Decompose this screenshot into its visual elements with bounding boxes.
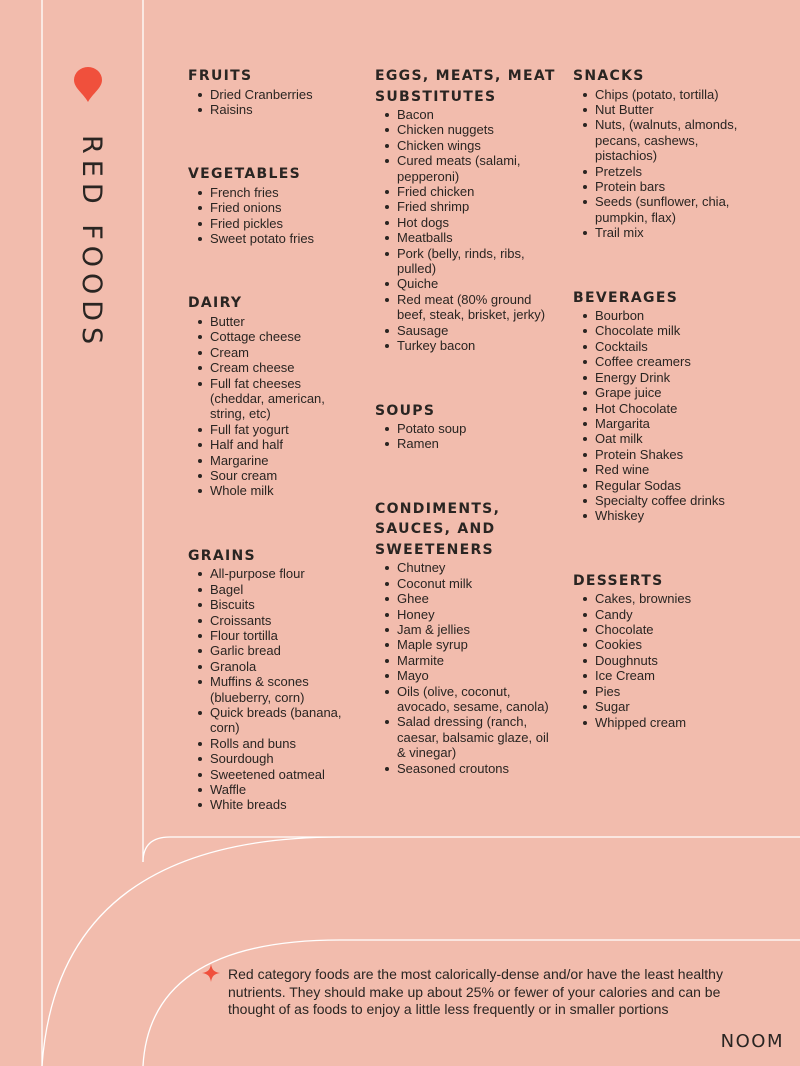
list-item: Sweet potato fries xyxy=(188,231,358,246)
list-item: White breads xyxy=(188,797,358,812)
list-item: Ramen xyxy=(375,436,560,451)
list-item: Nut Butter xyxy=(573,102,753,117)
page-title: RED FOODS xyxy=(76,135,107,351)
list-item: Chicken wings xyxy=(375,138,560,153)
food-section xyxy=(573,66,753,241)
list-item: Fried pickles xyxy=(188,216,358,231)
list-item: Hot dogs xyxy=(375,215,560,230)
list-item: Full fat yogurt xyxy=(188,422,358,437)
list-item: Energy Drink xyxy=(573,370,753,385)
list-item: Seeds (sunflower, chia, pumpkin, flax) xyxy=(573,194,753,225)
list-item: Sugar xyxy=(573,699,753,714)
section-heading: FRUITS xyxy=(188,68,253,84)
list-item: Quiche xyxy=(375,276,560,291)
list-item: Margarine xyxy=(188,453,358,468)
list-item: Jam & jellies xyxy=(375,622,560,637)
food-list xyxy=(375,560,560,776)
list-item: Mayo xyxy=(375,668,560,683)
list-item: Biscuits xyxy=(188,597,358,612)
column-1 xyxy=(188,66,358,813)
food-section xyxy=(188,164,358,246)
list-item: Whipped cream xyxy=(573,715,753,730)
list-item: Pies xyxy=(573,684,753,699)
column-2 xyxy=(375,66,560,776)
list-item: Red wine xyxy=(573,462,753,477)
list-item: Cured meats (salami, pepperoni) xyxy=(375,153,560,184)
list-item: Red meat (80% ground beef, steak, brisket, jerky) xyxy=(375,292,560,323)
list-item: Quick breads (banana, corn) xyxy=(188,705,358,736)
list-item: Candy xyxy=(573,607,753,622)
food-list xyxy=(188,87,358,118)
list-item: Cream xyxy=(188,345,358,360)
list-item: Fried chicken xyxy=(375,184,560,199)
section-heading: DESSERTS xyxy=(573,572,664,589)
list-item: Turkey bacon xyxy=(375,338,560,353)
list-item: Butter xyxy=(188,314,358,329)
food-list xyxy=(573,87,753,241)
list-item: Protein Shakes xyxy=(573,447,753,462)
food-list xyxy=(573,308,753,524)
list-item: Whole milk xyxy=(188,483,358,498)
section-heading: SNACKS xyxy=(573,68,645,84)
list-item: Honey xyxy=(375,607,560,622)
list-item: Half and half xyxy=(188,437,358,452)
list-item: Sweetened oatmeal xyxy=(188,767,358,782)
list-item: Protein bars xyxy=(573,179,753,194)
section-heading: VEGETABLES xyxy=(188,166,301,183)
list-item: Margarita xyxy=(573,416,753,431)
list-item: Ghee xyxy=(375,591,560,606)
list-item: Cookies xyxy=(573,637,753,652)
section-heading: EGGS, MEATS, MEAT SUBSTITUTES xyxy=(375,68,556,105)
list-item: Hot Chocolate xyxy=(573,401,753,416)
food-section xyxy=(188,66,358,117)
list-item: Seasoned croutons xyxy=(375,761,560,776)
list-item: Fried onions xyxy=(188,200,358,215)
section-heading: GRAINS xyxy=(188,547,256,564)
list-item: Garlic bread xyxy=(188,643,358,658)
food-section xyxy=(573,571,753,730)
list-item: All-purpose flour xyxy=(188,566,358,581)
list-item: Cream cheese xyxy=(188,360,358,375)
list-item: Grape juice xyxy=(573,385,753,400)
list-item: Specialty coffee drinks xyxy=(573,493,753,508)
brand-logo: NOOM xyxy=(720,1031,784,1052)
section-heading: DAIRY xyxy=(188,295,243,312)
food-section xyxy=(188,293,358,498)
list-item: Sourdough xyxy=(188,751,358,766)
footer-note: Red category foods are the most calorically-dense and/or have the least healthy nutrients. They should make up about 25% or fewer of your calories and can be thought of as foods to enjoy a little less frequently or in smaller portions xyxy=(228,966,723,1017)
food-list xyxy=(375,421,560,452)
list-item: Doughnuts xyxy=(573,653,753,668)
list-item: Cottage cheese xyxy=(188,329,358,344)
list-item: Muffins & scones (blueberry, corn) xyxy=(188,674,358,705)
list-item: Ice Cream xyxy=(573,668,753,683)
list-item: Cakes, brownies xyxy=(573,591,753,606)
food-list xyxy=(375,107,560,354)
list-item: Regular Sodas xyxy=(573,478,753,493)
food-list xyxy=(188,185,358,247)
food-section xyxy=(573,288,753,524)
list-item: Flour tortilla xyxy=(188,628,358,643)
food-section xyxy=(375,499,560,776)
list-item: Whiskey xyxy=(573,508,753,523)
list-item: Fried shrimp xyxy=(375,199,560,214)
list-item: Chips (potato, tortilla) xyxy=(573,87,753,102)
section-heading: SOUPS xyxy=(375,402,436,419)
list-item: Chutney xyxy=(375,560,560,575)
list-item: Chocolate milk xyxy=(573,323,753,338)
list-item: Maple syrup xyxy=(375,637,560,652)
list-item: Meatballs xyxy=(375,230,560,245)
list-item: Marmite xyxy=(375,653,560,668)
food-list xyxy=(188,314,358,499)
column-3 xyxy=(573,66,753,730)
list-item: Sausage xyxy=(375,323,560,338)
list-item: Pretzels xyxy=(573,164,753,179)
list-item: Oat milk xyxy=(573,431,753,446)
list-item: French fries xyxy=(188,185,358,200)
list-item: Sour cream xyxy=(188,468,358,483)
list-item: Granola xyxy=(188,659,358,674)
list-item: Salad dressing (ranch, caesar, balsamic glaze, oil & vinegar) xyxy=(375,714,560,760)
food-section xyxy=(375,66,560,354)
list-item: Bacon xyxy=(375,107,560,122)
food-section xyxy=(375,401,560,452)
list-item: Bourbon xyxy=(573,308,753,323)
list-item: Coconut milk xyxy=(375,576,560,591)
list-item: Rolls and buns xyxy=(188,736,358,751)
list-item: Chocolate xyxy=(573,622,753,637)
list-item: Waffle xyxy=(188,782,358,797)
list-item: Full fat cheeses (cheddar, american, string, etc) xyxy=(188,376,358,422)
list-item: Croissants xyxy=(188,613,358,628)
list-item: Potato soup xyxy=(375,421,560,436)
list-item: Pork (belly, rinds, ribs, pulled) xyxy=(375,246,560,277)
list-item: Trail mix xyxy=(573,225,753,240)
list-item: Oils (olive, coconut, avocado, sesame, canola) xyxy=(375,684,560,715)
location-pin-icon xyxy=(73,67,103,103)
sparkle-icon xyxy=(202,964,220,982)
section-heading: BEVERAGES xyxy=(573,289,679,306)
food-section xyxy=(188,546,358,813)
list-item: Chicken nuggets xyxy=(375,122,560,137)
list-item: Coffee creamers xyxy=(573,354,753,369)
food-list xyxy=(573,591,753,730)
list-item: Bagel xyxy=(188,582,358,597)
list-item: Dried Cranberries xyxy=(188,87,358,102)
section-heading: CONDIMENTS, SAUCES, AND SWEETENERS xyxy=(375,500,501,558)
list-item: Cocktails xyxy=(573,339,753,354)
list-item: Raisins xyxy=(188,102,358,117)
list-item: Nuts, (walnuts, almonds, pecans, cashews, pistachios) xyxy=(573,117,753,163)
food-list xyxy=(188,566,358,813)
